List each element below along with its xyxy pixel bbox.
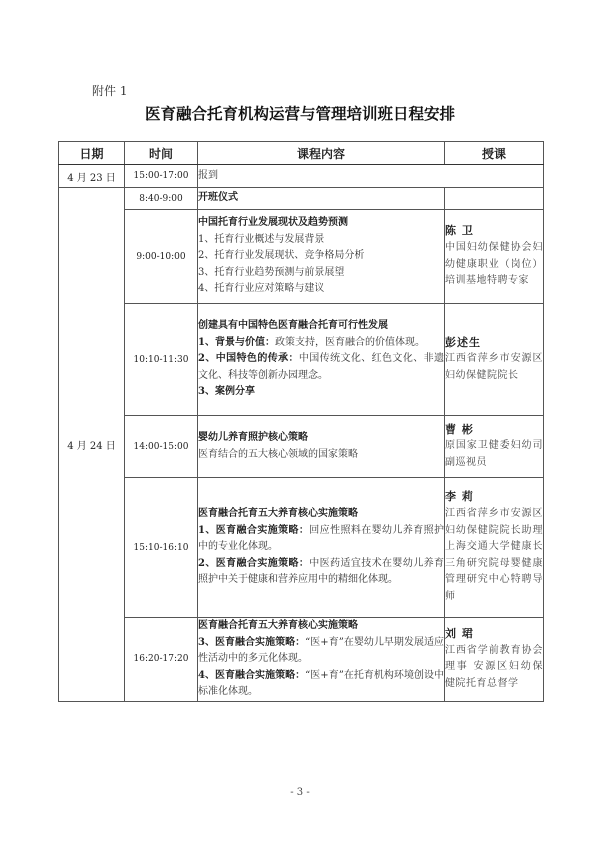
course-item-text: 回应性照料在婴幼儿养育照护中的专业化体现。 [198, 524, 444, 553]
teacher-cell [445, 618, 544, 702]
content-cell [198, 210, 445, 304]
teacher-description: 江西省萍乡市安源区妇幼保健院院长 [445, 353, 543, 381]
page-title: 医育融合托育机构运营与管理培训班日程安排 [144, 104, 455, 123]
content-cell [198, 618, 445, 702]
course-item [198, 351, 444, 384]
date-cell: 4 月 24 日 [59, 188, 125, 702]
teacher-name: 刘 珺 [445, 627, 474, 641]
content-cell [198, 188, 445, 210]
page-number: - 3 - [290, 787, 310, 798]
teacher-cell [445, 416, 544, 478]
course-item-text: 中国传统文化、红色文化、非遗文化、科技等创新办园理念。 [198, 353, 444, 381]
teacher-name: 彭述生 [445, 335, 481, 349]
course-item-text: 政策支持，医育融合的价值体现。 [274, 336, 425, 348]
time-cell: 9:00-10:00 [125, 210, 198, 304]
time-cell: 16:20-17:20 [125, 618, 198, 702]
schedule-table [58, 141, 544, 702]
table-row [59, 210, 544, 304]
time-cell: 14:00-15:00 [125, 416, 198, 478]
table-row [59, 618, 544, 702]
course-item [198, 447, 444, 464]
table-row [59, 304, 544, 416]
course-item-text: 3、托育行业趋势预测与前景展望 [198, 266, 345, 278]
course-item-label: 3、案例分享 [198, 386, 255, 398]
content-cell [198, 165, 544, 188]
course-title: 婴幼儿养育照护核心策略 [198, 431, 308, 443]
course-item-label: 1、背景与价值： [198, 336, 275, 348]
content-cell [198, 304, 445, 416]
course-item [198, 281, 444, 298]
course-title: 医育融合托育五大养育核心实施策略 [198, 620, 358, 631]
teacher-cell [445, 210, 544, 304]
course-item [198, 523, 444, 556]
teacher-cell [445, 304, 544, 416]
course-item-text: 2、托育行业发展现状、竞争格局分析 [198, 250, 365, 262]
teacher-name: 曹 彬 [445, 422, 474, 436]
header-date: 日期 [59, 142, 125, 165]
table-row [59, 188, 544, 210]
course-item-label: 4、医育融合实施策略： [198, 669, 306, 681]
teacher-name: 李 莉 [445, 490, 474, 504]
course-title: 开班仪式 [198, 192, 238, 204]
content-cell [198, 478, 445, 618]
teacher-name: 陈 卫 [445, 224, 474, 238]
teacher-description: 中国妇幼保健协会妇幼健康职业（岗位）培训基地特聘专家 [445, 241, 543, 287]
course-item [198, 248, 444, 265]
header-teacher: 授课 [445, 142, 544, 165]
table-row [59, 478, 544, 618]
date-cell: 4 月 23 日 [59, 165, 125, 188]
header-content: 课程内容 [198, 142, 445, 165]
time-cell: 15:00-17:00 [125, 165, 198, 188]
course-item-text: 医育结合的五大核心领域的国家策略 [198, 448, 358, 460]
course-item [198, 384, 444, 401]
content-text: 报到 [198, 169, 218, 181]
time-cell: 15:10-16:10 [125, 478, 198, 618]
course-item-text: 4、托育行业应对策略与建议 [198, 283, 325, 295]
attachment-label: 附件 1 [92, 84, 128, 98]
teacher-cell [445, 188, 544, 210]
table-row [59, 416, 544, 478]
time-cell: 8:40-9:00 [125, 188, 198, 210]
teacher-description: 原国家卫健委妇幼司副巡视员 [445, 440, 543, 468]
course-item [198, 335, 444, 352]
course-item-label: 3、医育融合实施策略： [198, 636, 306, 648]
course-item [198, 265, 444, 282]
course-item-label: 2、医育融合实施策略： [198, 557, 310, 569]
course-title: 创建具有中国特色医育融合托育可行性发展 [198, 320, 388, 332]
course-item-label: 1、医育融合实施策略： [198, 524, 310, 536]
course-item-text: 中医药适宜技术在婴幼儿养育照护中关于健康和营养应用中的精细化体现。 [198, 557, 444, 586]
time-cell: 10:10-11:30 [125, 304, 198, 416]
content-cell [198, 416, 445, 478]
course-item [198, 232, 444, 249]
teacher-description: 江西省学前教育协会理事 安源区妇幼保健院托育总督学 [445, 644, 543, 690]
course-item [198, 668, 444, 701]
course-title: 中国托育行业发展现状及趋势预测 [198, 217, 348, 229]
course-title: 医育融合托育五大养育核心实施策略 [198, 508, 358, 520]
course-item [198, 556, 444, 589]
course-item-text: 1、托育行业概述与发展背景 [198, 233, 325, 245]
header-time: 时间 [125, 142, 198, 165]
course-item-label: 2、中国特色的传承： [198, 353, 299, 365]
course-item [198, 635, 444, 668]
table-row [59, 165, 544, 188]
course-item-text: “医+育”在婴幼儿早期发展适应性活动中的多元化体现。 [198, 636, 444, 665]
course-item-text: “医+育”在托育机构环境创设中标准化体现。 [198, 669, 444, 698]
header-row [59, 142, 544, 165]
teacher-cell [445, 478, 544, 618]
teacher-description: 江西省萍乡市安源区妇幼保健院院长助理上海交通大学健康长三角研究院母婴健康管理研究中心特聘导师 [445, 508, 543, 602]
